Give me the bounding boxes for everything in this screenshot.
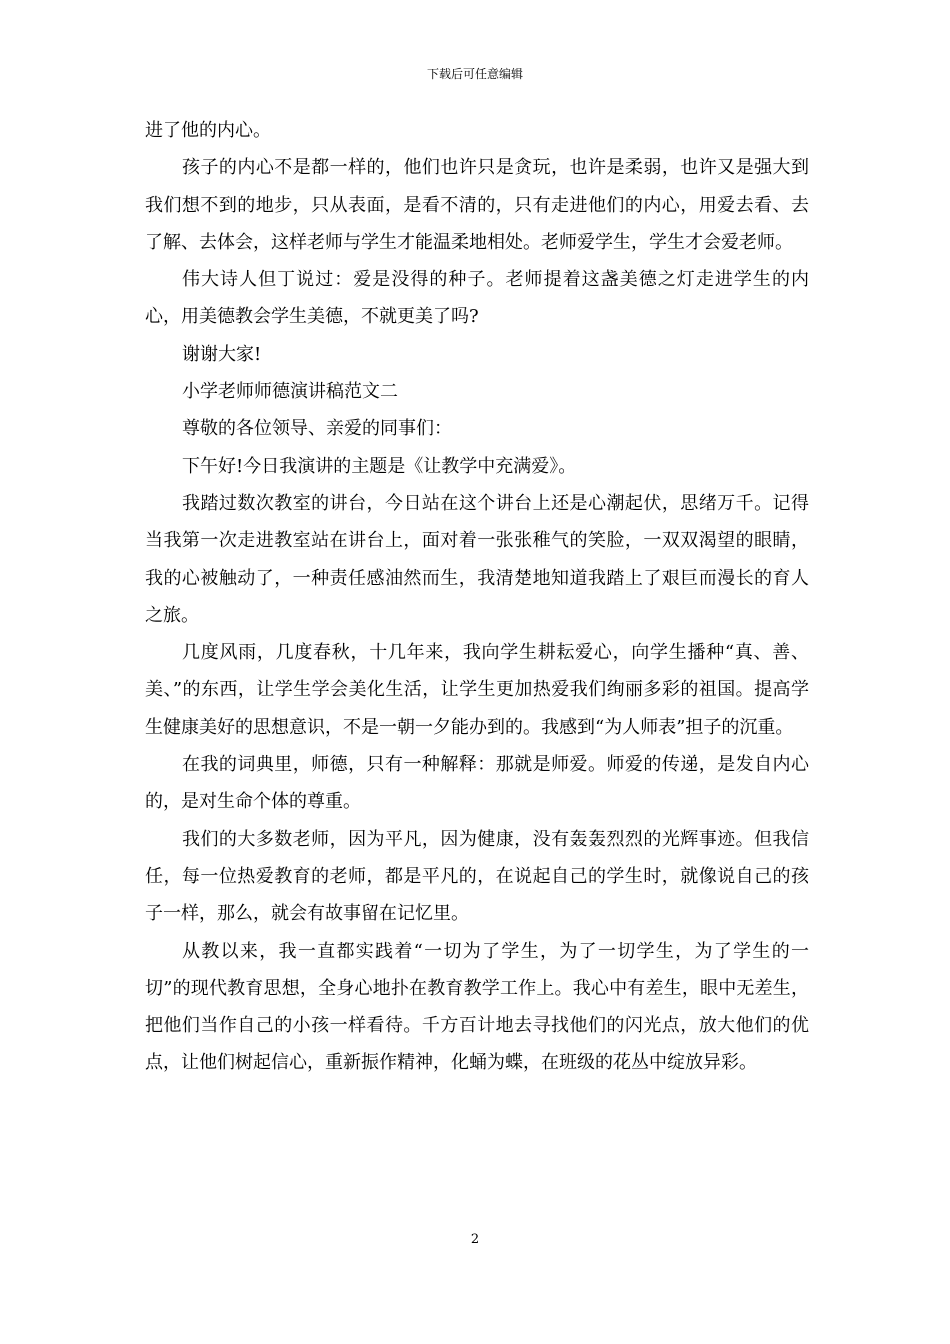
paragraph: 下午好!今日我演讲的主题是《让教学中充满爱》。: [182, 455, 577, 477]
paragraph: 我踏过数次教室的讲台，今日站在这个讲台上还是心潮起伏，思绪万千。记得当我第一次走进教室站在讲台上，面对着一张张稚气的笑脸，一双双渴望的眼睛，我的心被触动了，一种责任感油然而生，我清楚地知道我踏上了艰巨而漫长的育人之旅。: [145, 492, 809, 626]
paragraph: 几度风雨，几度春秋，十几年来，我向学生耕耘爱心，向学生播种“真、善、美、”的东西，让学生学会美化生活，让学生更加热爱我们绚丽多彩的祖国。提高学生健康美好的思想意识，不是一朝一夕能办到的。我感到“为人师表”担子的沉重。: [145, 642, 809, 738]
paragraph: 在我的词典里，师德，只有一种解释：那就是师爱。师爱的传递，是发自内心的，是对生命个体的尊重。: [145, 754, 809, 813]
paragraph: 孩子的内心不是都一样的，他们也许只是贪玩，也许是柔弱，也许又是强大到我们想不到的地步，只从表面，是看不清的，只有走进他们的内心，用爱去看、去了解、去体会，这样老师与学生才能温柔地相处。老师爱学生，学生才会爱老师。: [145, 157, 809, 253]
page-header: 下载后可任意编辑: [426, 67, 523, 81]
page-number: 2: [470, 1232, 480, 1247]
paragraph: 我们的大多数老师，因为平凡，因为健康，没有轰轰烈烈的光辉事迹。但我信任，每一位热爱教育的老师，都是平凡的，在说起自己的学生时，就像说自己的孩子一样，那么，就会有故事留在记忆里。: [145, 828, 809, 925]
paragraph: 从教以来，我一直都实践着“一切为了学生，为了一切学生，为了学生的一切”的现代教育思想，全身心地扑在教育教学工作上。我心中有差生，眼中无差生，把他们当作自己的小孩一样看待。千方百计地去寻找他们的闪光点，放大他们的优点，让他们树起信心，重新振作精神，化蛹为蝶，在班级的花丛中绽放异彩。: [145, 940, 809, 1074]
section-title: 小学老师师德演讲稿范文二: [182, 381, 398, 403]
salutation: 尊敬的各位领导、亲爱的同事们：: [182, 418, 452, 440]
paragraph: 伟大诗人但丁说过：爱是没得的种子。老师提着这盏美德之灯走进学生的内心，用美德教会学生美德，不就更美了吗?: [145, 269, 809, 328]
paragraph: 进了他的内心。: [145, 120, 271, 141]
document-body: [145, 112, 809, 1082]
paragraph: 谢谢大家!: [182, 343, 262, 365]
